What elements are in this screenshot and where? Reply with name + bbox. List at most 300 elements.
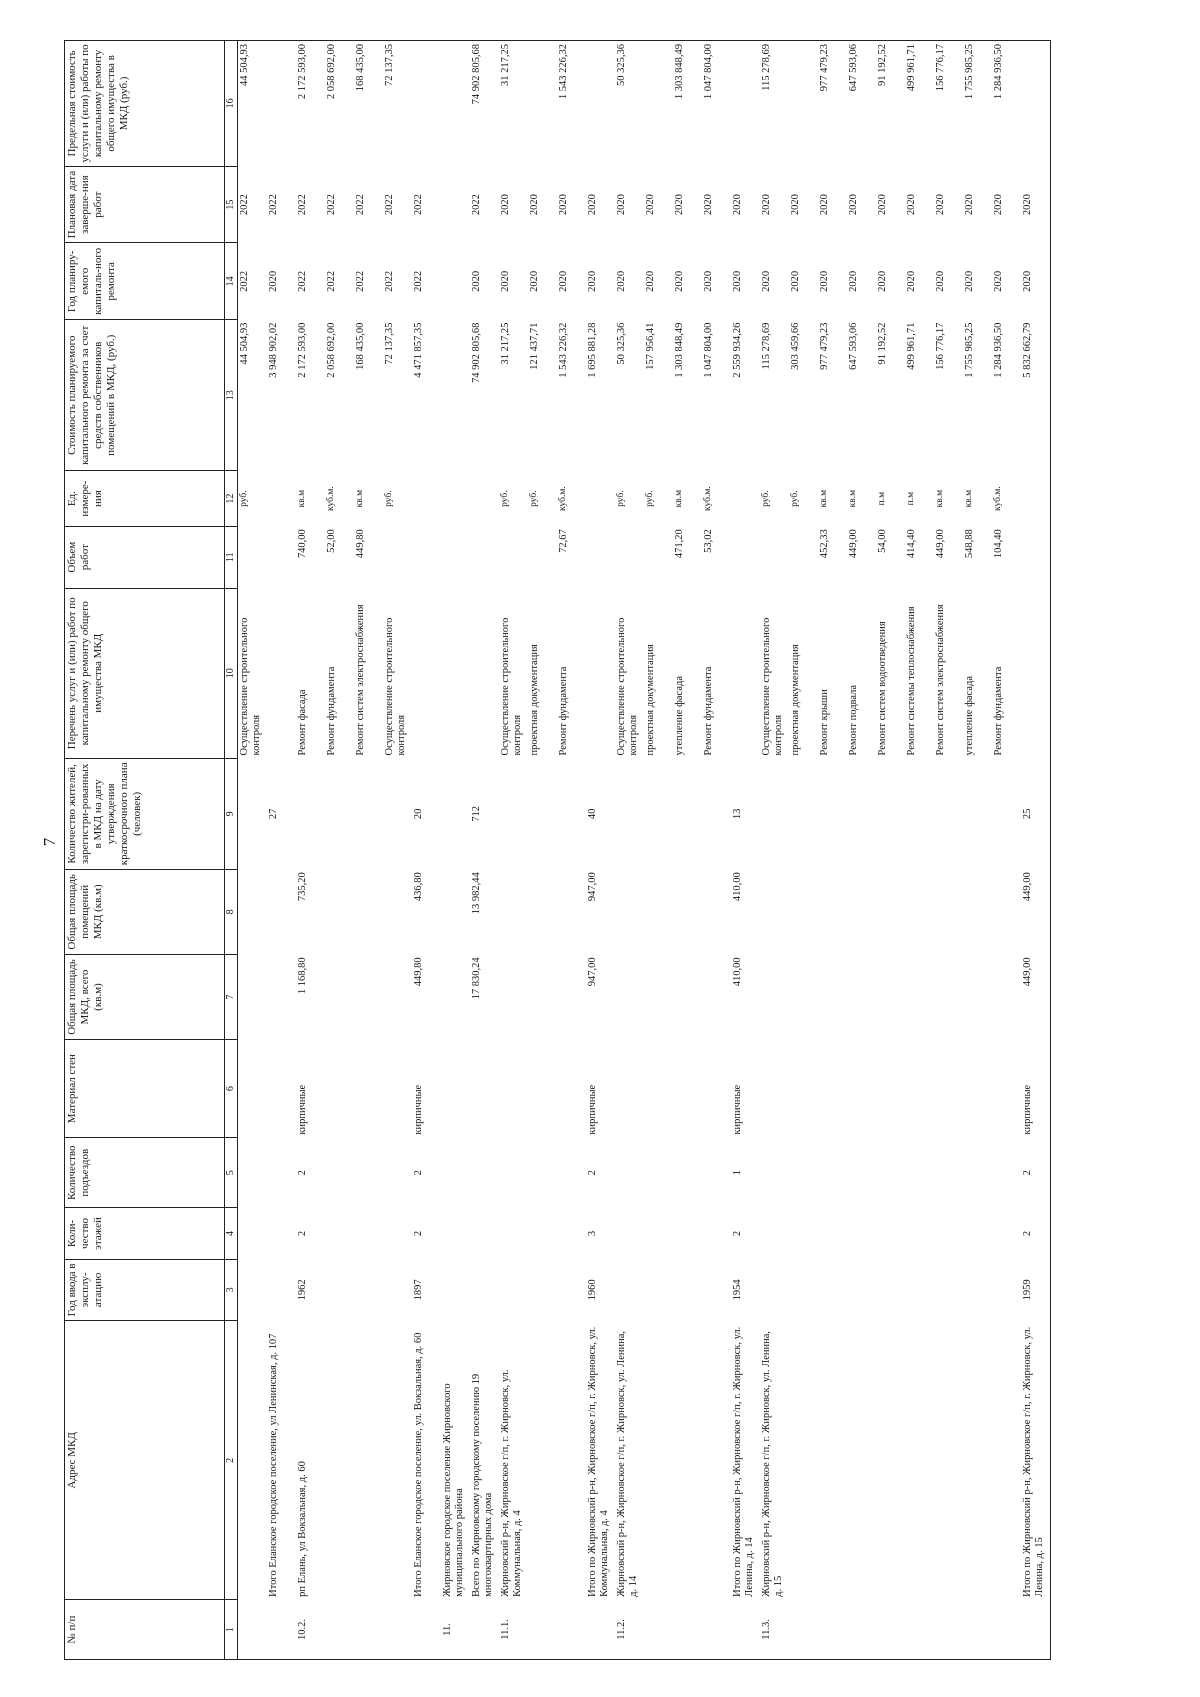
address-cell — [237, 1321, 267, 1600]
work-volume-cell — [644, 526, 673, 588]
table-row — [237, 41, 267, 1660]
max-cost-cell — [586, 41, 615, 167]
table-header-row — [65, 41, 225, 1660]
entrances-cell: 1 — [731, 1170, 743, 1176]
premises-area-cell — [760, 869, 789, 954]
entrances-cell — [499, 1138, 528, 1208]
floors-cell — [237, 1208, 267, 1259]
column-number: 6 — [225, 1040, 238, 1138]
year-built-cell — [818, 1259, 847, 1321]
table-row — [673, 41, 702, 1660]
total-area-cell: 947,00 — [586, 957, 598, 987]
completion-date-cell: 2020 — [731, 194, 743, 216]
owner-cost-cell — [441, 320, 470, 471]
header-cell: Год планиру-емого капиталь-ного ремонта — [65, 243, 225, 320]
premises-area-cell — [499, 869, 528, 954]
entrances-cell — [760, 1138, 789, 1208]
floors-cell — [992, 1208, 1021, 1259]
capital-repair-table — [64, 40, 1051, 1660]
total-area-cell — [557, 954, 586, 1039]
owner-cost-cell: 1 284 936,50 — [992, 322, 1004, 378]
year-built-cell — [499, 1259, 528, 1321]
work-volume-cell: 449,00 — [934, 529, 946, 559]
address-cell — [557, 1321, 586, 1600]
wall-material-cell — [499, 1040, 528, 1138]
unit-cell — [586, 471, 615, 526]
entrances-cell: 2 — [586, 1170, 598, 1176]
row-number-cell — [702, 1600, 731, 1660]
address-cell: Итого Еланское городское поселение, ул. Вокзальная, д. 60 — [412, 1332, 424, 1597]
premises-area-cell: 947,00 — [586, 872, 598, 902]
entrances-cell — [354, 1138, 383, 1208]
wall-material-cell — [470, 1040, 499, 1138]
floors-cell: 2 — [296, 1230, 308, 1237]
floors-cell — [615, 1208, 644, 1259]
row-number-cell — [876, 1600, 905, 1660]
wall-material-cell — [702, 1040, 731, 1138]
residents-cell — [702, 758, 731, 869]
premises-area-cell — [528, 869, 557, 954]
max-cost-cell: 647 593,06 — [847, 41, 876, 167]
completion-date-cell: 2020 — [702, 194, 714, 216]
entrances-cell — [267, 1138, 296, 1208]
address-cell — [528, 1321, 557, 1600]
total-area-cell — [934, 954, 963, 1039]
unit-cell: руб. — [615, 490, 626, 507]
year-built-cell — [528, 1259, 557, 1321]
residents-cell: 20 — [412, 808, 424, 820]
total-area-cell — [789, 954, 818, 1039]
work-volume-cell — [760, 526, 789, 588]
entrances-cell — [557, 1138, 586, 1208]
owner-cost-cell: 1 543 226,32 — [557, 322, 569, 378]
work-type-cell — [586, 588, 615, 758]
completion-date-cell: 2020 — [673, 194, 685, 216]
wall-material-cell — [557, 1040, 586, 1138]
repair-year-cell: 2020 — [528, 270, 540, 292]
table-row — [586, 41, 615, 1660]
wall-material-cell — [760, 1040, 789, 1138]
address-cell: Жирновское городское поселение Жирновского муниципального района — [441, 1383, 466, 1597]
residents-cell — [876, 758, 905, 869]
residents-cell — [760, 758, 789, 869]
wall-material-cell — [963, 1040, 992, 1138]
premises-area-cell — [702, 869, 731, 954]
wall-material-cell — [789, 1040, 818, 1138]
entrances-cell — [702, 1138, 731, 1208]
year-built-cell — [441, 1259, 470, 1321]
work-volume-cell — [731, 526, 760, 588]
row-number-cell — [934, 1600, 963, 1660]
unit-cell: куб.м. — [325, 486, 336, 511]
owner-cost-cell: 1 755 985,25 — [963, 322, 975, 378]
unit-cell: руб. — [499, 490, 510, 507]
repair-year-cell: 2022 — [296, 270, 308, 292]
year-built-cell: 1954 — [731, 1279, 743, 1301]
premises-area-cell — [963, 869, 992, 954]
entrances-cell — [470, 1138, 499, 1208]
row-number-cell — [586, 1600, 615, 1660]
address-cell: рп Елань, ул Вокзальная, д. 60 — [296, 1461, 308, 1597]
residents-cell — [441, 758, 470, 869]
premises-area-cell — [789, 869, 818, 954]
wall-material-cell — [934, 1040, 963, 1138]
premises-area-cell: 13 982,44 — [470, 872, 482, 915]
entrances-cell — [992, 1138, 1021, 1208]
work-type-cell — [412, 588, 441, 758]
residents-cell: 25 — [1021, 758, 1051, 869]
table-row — [383, 41, 412, 1660]
wall-material-cell — [325, 1040, 354, 1138]
owner-cost-cell: 1 695 881,28 — [586, 322, 598, 378]
address-cell: Итого по Жирновский р-н, Жирновское г/п, г. Жирновск, ул. Ленина, д. 14 — [731, 1326, 756, 1597]
address-cell: Жирновский р-н, Жирновское г/п, г. Жирновск, ул. Коммунальная, д. 4 — [499, 1369, 524, 1597]
row-number-cell — [905, 1600, 934, 1660]
max-cost-cell: 1 284 936,50 — [992, 41, 1021, 167]
work-volume-cell — [237, 526, 267, 588]
rotated-table-container — [64, 40, 1184, 1660]
year-built-cell — [760, 1259, 789, 1321]
table-body — [237, 41, 1050, 1660]
floors-cell: 3 — [586, 1230, 598, 1237]
residents-cell — [644, 758, 673, 869]
row-number-cell — [267, 1600, 296, 1660]
premises-area-cell — [847, 869, 876, 954]
premises-area-cell — [557, 869, 586, 954]
column-number: 16 — [225, 41, 238, 167]
max-cost-cell: 44 504,93 — [237, 41, 267, 167]
floors-cell: 2 — [1021, 1208, 1051, 1259]
column-number: 13 — [225, 320, 238, 471]
wall-material-cell — [237, 1040, 267, 1138]
repair-year-cell: 2020 — [934, 270, 946, 292]
floors-cell — [963, 1208, 992, 1259]
owner-cost-cell: 3 948 902,02 — [267, 322, 279, 378]
entrances-cell: 2 — [1021, 1138, 1051, 1208]
floors-cell — [528, 1208, 557, 1259]
address-cell: Итого Еланское городское поселение, ул Ленинская, д. 107 — [267, 1333, 279, 1597]
column-number: 15 — [225, 166, 238, 243]
residents-cell — [237, 758, 267, 869]
entrances-cell — [934, 1138, 963, 1208]
owner-cost-cell: 31 217,25 — [499, 322, 511, 365]
owner-cost-cell: 156 776,17 — [934, 322, 946, 370]
total-area-cell — [237, 954, 267, 1039]
work-type-cell: Осуществление строительного контроля — [615, 617, 640, 756]
completion-date-cell: 2022 — [296, 194, 308, 216]
header-cell: Количество жителей, зарегистри-рованных в МКД на дату утверждения краткосрочного плана (человек) — [65, 758, 225, 869]
table-row — [963, 41, 992, 1660]
total-area-cell — [644, 954, 673, 1039]
premises-area-cell: 436,80 — [412, 872, 424, 902]
header-cell: Стоимость планируемого капитального ремонта за счет средств собственников помещений в МКД, (руб.) — [65, 320, 225, 471]
max-cost-cell — [1021, 41, 1051, 167]
completion-date-cell: 2020 — [876, 194, 888, 216]
owner-cost-cell: 5 832 662,79 — [1021, 320, 1051, 471]
table-row — [354, 41, 383, 1660]
work-volume-cell: 740,00 — [296, 529, 308, 559]
work-type-cell: Осуществление строительного контроля — [499, 617, 524, 756]
total-area-cell — [905, 954, 934, 1039]
header-cell: Общая площадь МКД, всего (кв.м) — [65, 954, 225, 1039]
premises-area-cell: 735,20 — [296, 872, 308, 902]
owner-cost-cell: 121 437,71 — [528, 322, 540, 370]
completion-date-cell: 2020 — [528, 194, 540, 216]
table-row — [615, 41, 644, 1660]
repair-year-cell: 2020 — [847, 270, 859, 292]
floors-cell — [702, 1208, 731, 1259]
header-cell: Плановая дата заверше-ния работ — [65, 166, 225, 243]
unit-cell — [412, 471, 441, 526]
work-volume-cell — [441, 526, 470, 588]
repair-year-cell: 2020 — [615, 270, 627, 292]
completion-date-cell: 2020 — [1021, 166, 1051, 243]
table-row — [499, 41, 528, 1660]
repair-year-cell: 2020 — [818, 270, 830, 292]
max-cost-cell: 74 902 805,68 — [470, 41, 499, 167]
header-cell: Ед. измере-ния — [65, 471, 225, 526]
header-cell: Количество подъездов — [65, 1138, 225, 1208]
table-row — [905, 41, 934, 1660]
total-area-cell — [354, 954, 383, 1039]
repair-year-cell: 2020 — [760, 270, 772, 292]
work-volume-cell — [789, 526, 818, 588]
wall-material-cell — [644, 1040, 673, 1138]
address-cell — [789, 1321, 818, 1600]
entrances-cell — [644, 1138, 673, 1208]
work-volume-cell — [615, 526, 644, 588]
residents-cell: 712 — [470, 805, 482, 822]
wall-material-cell — [992, 1040, 1021, 1138]
year-built-cell — [673, 1259, 702, 1321]
premises-area-cell — [325, 869, 354, 954]
owner-cost-cell: 2 058 692,00 — [325, 322, 337, 378]
total-area-cell: 410,00 — [731, 957, 743, 987]
completion-date-cell: 2022 — [383, 194, 395, 216]
entrances-cell — [876, 1138, 905, 1208]
row-number-cell — [1021, 1600, 1051, 1660]
max-cost-cell — [731, 41, 760, 167]
residents-cell: 13 — [731, 808, 743, 820]
row-number-cell — [325, 1600, 354, 1660]
work-volume-cell: 449,00 — [847, 529, 859, 559]
completion-date-cell: 2020 — [818, 194, 830, 216]
row-number-cell: 11.3. — [760, 1600, 789, 1660]
address-cell — [354, 1321, 383, 1600]
wall-material-cell: кирпичные — [296, 1084, 308, 1135]
completion-date-cell: 2020 — [499, 194, 511, 216]
address-cell: Жирновский р-н, Жирновское г/п, г. Жирновск, ул. Ленина, д. 15 — [760, 1330, 785, 1597]
residents-cell — [499, 758, 528, 869]
max-cost-cell: 91 192,52 — [876, 41, 905, 167]
wall-material-cell — [818, 1040, 847, 1138]
total-area-cell — [963, 954, 992, 1039]
address-cell: Итого по Жирновский р-н, Жирновское г/п, г. Жирновск, ул. Коммунальная, д. 4 — [586, 1326, 611, 1597]
unit-cell: руб. — [238, 490, 249, 507]
repair-year-cell: 2020 — [267, 270, 279, 292]
floors-cell — [644, 1208, 673, 1259]
column-number: 9 — [225, 758, 238, 869]
unit-cell: кв.м — [934, 489, 945, 508]
address-cell — [876, 1321, 905, 1600]
owner-cost-cell: 499 961,71 — [905, 322, 917, 370]
total-area-cell — [325, 954, 354, 1039]
completion-date-cell: 2022 — [238, 194, 250, 216]
max-cost-cell — [789, 41, 818, 167]
completion-date-cell: 2020 — [963, 194, 975, 216]
column-number: 3 — [225, 1259, 238, 1321]
max-cost-cell: 1 047 804,00 — [702, 41, 731, 167]
completion-date-cell: 2020 — [847, 194, 859, 216]
completion-date-cell: 2020 — [586, 194, 598, 216]
work-type-cell: проектная документация — [644, 644, 656, 756]
wall-material-cell — [528, 1040, 557, 1138]
repair-year-cell: 2020 — [557, 270, 569, 292]
work-volume-cell: 104,40 — [992, 529, 1004, 559]
residents-cell — [325, 758, 354, 869]
table-row — [267, 41, 296, 1660]
residents-cell — [992, 758, 1021, 869]
wall-material-cell — [847, 1040, 876, 1138]
header-cell: Коли-чество этажей — [65, 1208, 225, 1259]
column-number: 8 — [225, 869, 238, 954]
total-area-cell: 17 830,24 — [470, 957, 482, 1000]
max-cost-cell: 2 058 692,00 — [325, 41, 354, 167]
table-row — [760, 41, 789, 1660]
repair-year-cell: 2020 — [789, 270, 801, 292]
row-number-cell — [963, 1600, 992, 1660]
repair-year-cell — [441, 243, 470, 320]
year-built-cell — [934, 1259, 963, 1321]
premises-area-cell — [441, 869, 470, 954]
unit-cell: руб. — [528, 490, 539, 507]
year-built-cell: 1962 — [296, 1279, 308, 1301]
premises-area-cell — [383, 869, 412, 954]
work-volume-cell: 53,02 — [702, 529, 714, 553]
column-number: 12 — [225, 471, 238, 526]
residents-cell — [673, 758, 702, 869]
work-type-cell: утепление фасада — [963, 675, 975, 756]
year-built-cell — [992, 1259, 1021, 1321]
work-volume-cell — [586, 526, 615, 588]
total-area-cell — [441, 954, 470, 1039]
page-number: 7 — [40, 837, 59, 847]
row-number-cell: 11. — [441, 1600, 470, 1660]
column-number: 11 — [225, 526, 238, 588]
row-number-cell — [847, 1600, 876, 1660]
year-built-cell — [325, 1259, 354, 1321]
address-cell — [383, 1321, 412, 1600]
repair-year-cell: 2020 — [963, 270, 975, 292]
work-volume-cell — [267, 526, 296, 588]
wall-material-cell: кирпичные — [731, 1084, 743, 1135]
residents-cell — [354, 758, 383, 869]
address-cell: Всего по Жирновскому городскому поселению 19 многоквартирных дома — [470, 1373, 495, 1597]
address-cell — [644, 1321, 673, 1600]
column-number: 7 — [225, 954, 238, 1039]
floors-cell: 2 — [731, 1230, 743, 1237]
work-volume-cell: 72,67 — [557, 529, 569, 553]
owner-cost-cell: 1 303 848,49 — [673, 322, 685, 378]
entrances-cell: 2 — [296, 1170, 308, 1176]
repair-year-cell: 2020 — [1021, 243, 1051, 320]
floors-cell — [470, 1208, 499, 1259]
residents-cell — [557, 758, 586, 869]
work-type-cell: Ремонт системы теплоснабжения — [905, 606, 917, 756]
repair-year-cell: 2020 — [470, 270, 482, 292]
unit-cell: куб.м. — [557, 486, 568, 511]
address-cell — [934, 1321, 963, 1600]
floors-cell — [267, 1208, 296, 1259]
premises-area-cell — [615, 869, 644, 954]
table-row — [818, 41, 847, 1660]
max-cost-cell — [412, 41, 441, 167]
row-number-cell: 10.2. — [296, 1600, 325, 1660]
premises-area-cell — [673, 869, 702, 954]
owner-cost-cell: 157 956,41 — [644, 322, 656, 370]
wall-material-cell — [615, 1040, 644, 1138]
wall-material-cell: кирпичные — [586, 1084, 598, 1135]
entrances-cell — [673, 1138, 702, 1208]
premises-area-cell — [267, 869, 296, 954]
entrances-cell — [963, 1138, 992, 1208]
column-number: 2 — [225, 1321, 238, 1600]
work-type-cell: Ремонт систем водоотведения — [876, 621, 888, 756]
max-cost-cell: 1 543 226,32 — [557, 41, 586, 167]
owner-cost-cell: 2 172 593,00 — [296, 322, 308, 378]
max-cost-cell — [441, 41, 470, 167]
work-type-cell: Ремонт систем электроснабжения — [934, 604, 946, 756]
table-row — [644, 41, 673, 1660]
year-built-cell: 1960 — [586, 1279, 598, 1301]
max-cost-cell: 2 172 593,00 — [296, 41, 325, 167]
row-number-cell — [673, 1600, 702, 1660]
repair-year-cell: 2020 — [644, 270, 656, 292]
floors-cell — [441, 1208, 470, 1259]
work-type-cell: Ремонт фундамента — [325, 666, 337, 756]
year-built-cell — [267, 1259, 296, 1321]
work-type-cell — [267, 588, 296, 758]
work-type-cell: проектная документация — [789, 644, 801, 756]
header-cell: Объем работ — [65, 526, 225, 588]
table-row — [528, 41, 557, 1660]
column-number: 4 — [225, 1208, 238, 1259]
unit-cell: кв.м — [963, 489, 974, 508]
unit-cell — [267, 471, 296, 526]
work-type-cell: утепление фасада — [673, 675, 685, 756]
work-type-cell — [470, 588, 499, 758]
max-cost-cell: 1 303 848,49 — [673, 41, 702, 167]
max-cost-cell: 977 479,23 — [818, 41, 847, 167]
unit-cell: руб. — [644, 490, 655, 507]
completion-date-cell: 2020 — [760, 194, 772, 216]
row-number-cell — [383, 1600, 412, 1660]
address-cell: Жирновский р-н, Жирновское г/п, г. Жирновск, ул. Ленина, д. 14 — [615, 1330, 640, 1597]
unit-cell: куб.м. — [992, 486, 1003, 511]
repair-year-cell: 2020 — [876, 270, 888, 292]
wall-material-cell: кирпичные — [1021, 1040, 1051, 1138]
completion-date-cell — [441, 166, 470, 243]
header-cell: Общая площадь помещений МКД (кв.м) — [65, 869, 225, 954]
max-cost-cell: 72 137,35 — [383, 41, 412, 167]
repair-year-cell: 2022 — [354, 270, 366, 292]
wall-material-cell — [383, 1040, 412, 1138]
entrances-cell — [528, 1138, 557, 1208]
owner-cost-cell: 977 479,23 — [818, 322, 830, 370]
entrances-cell: 2 — [412, 1170, 424, 1176]
unit-cell: руб. — [383, 490, 394, 507]
row-number-cell — [528, 1600, 557, 1660]
